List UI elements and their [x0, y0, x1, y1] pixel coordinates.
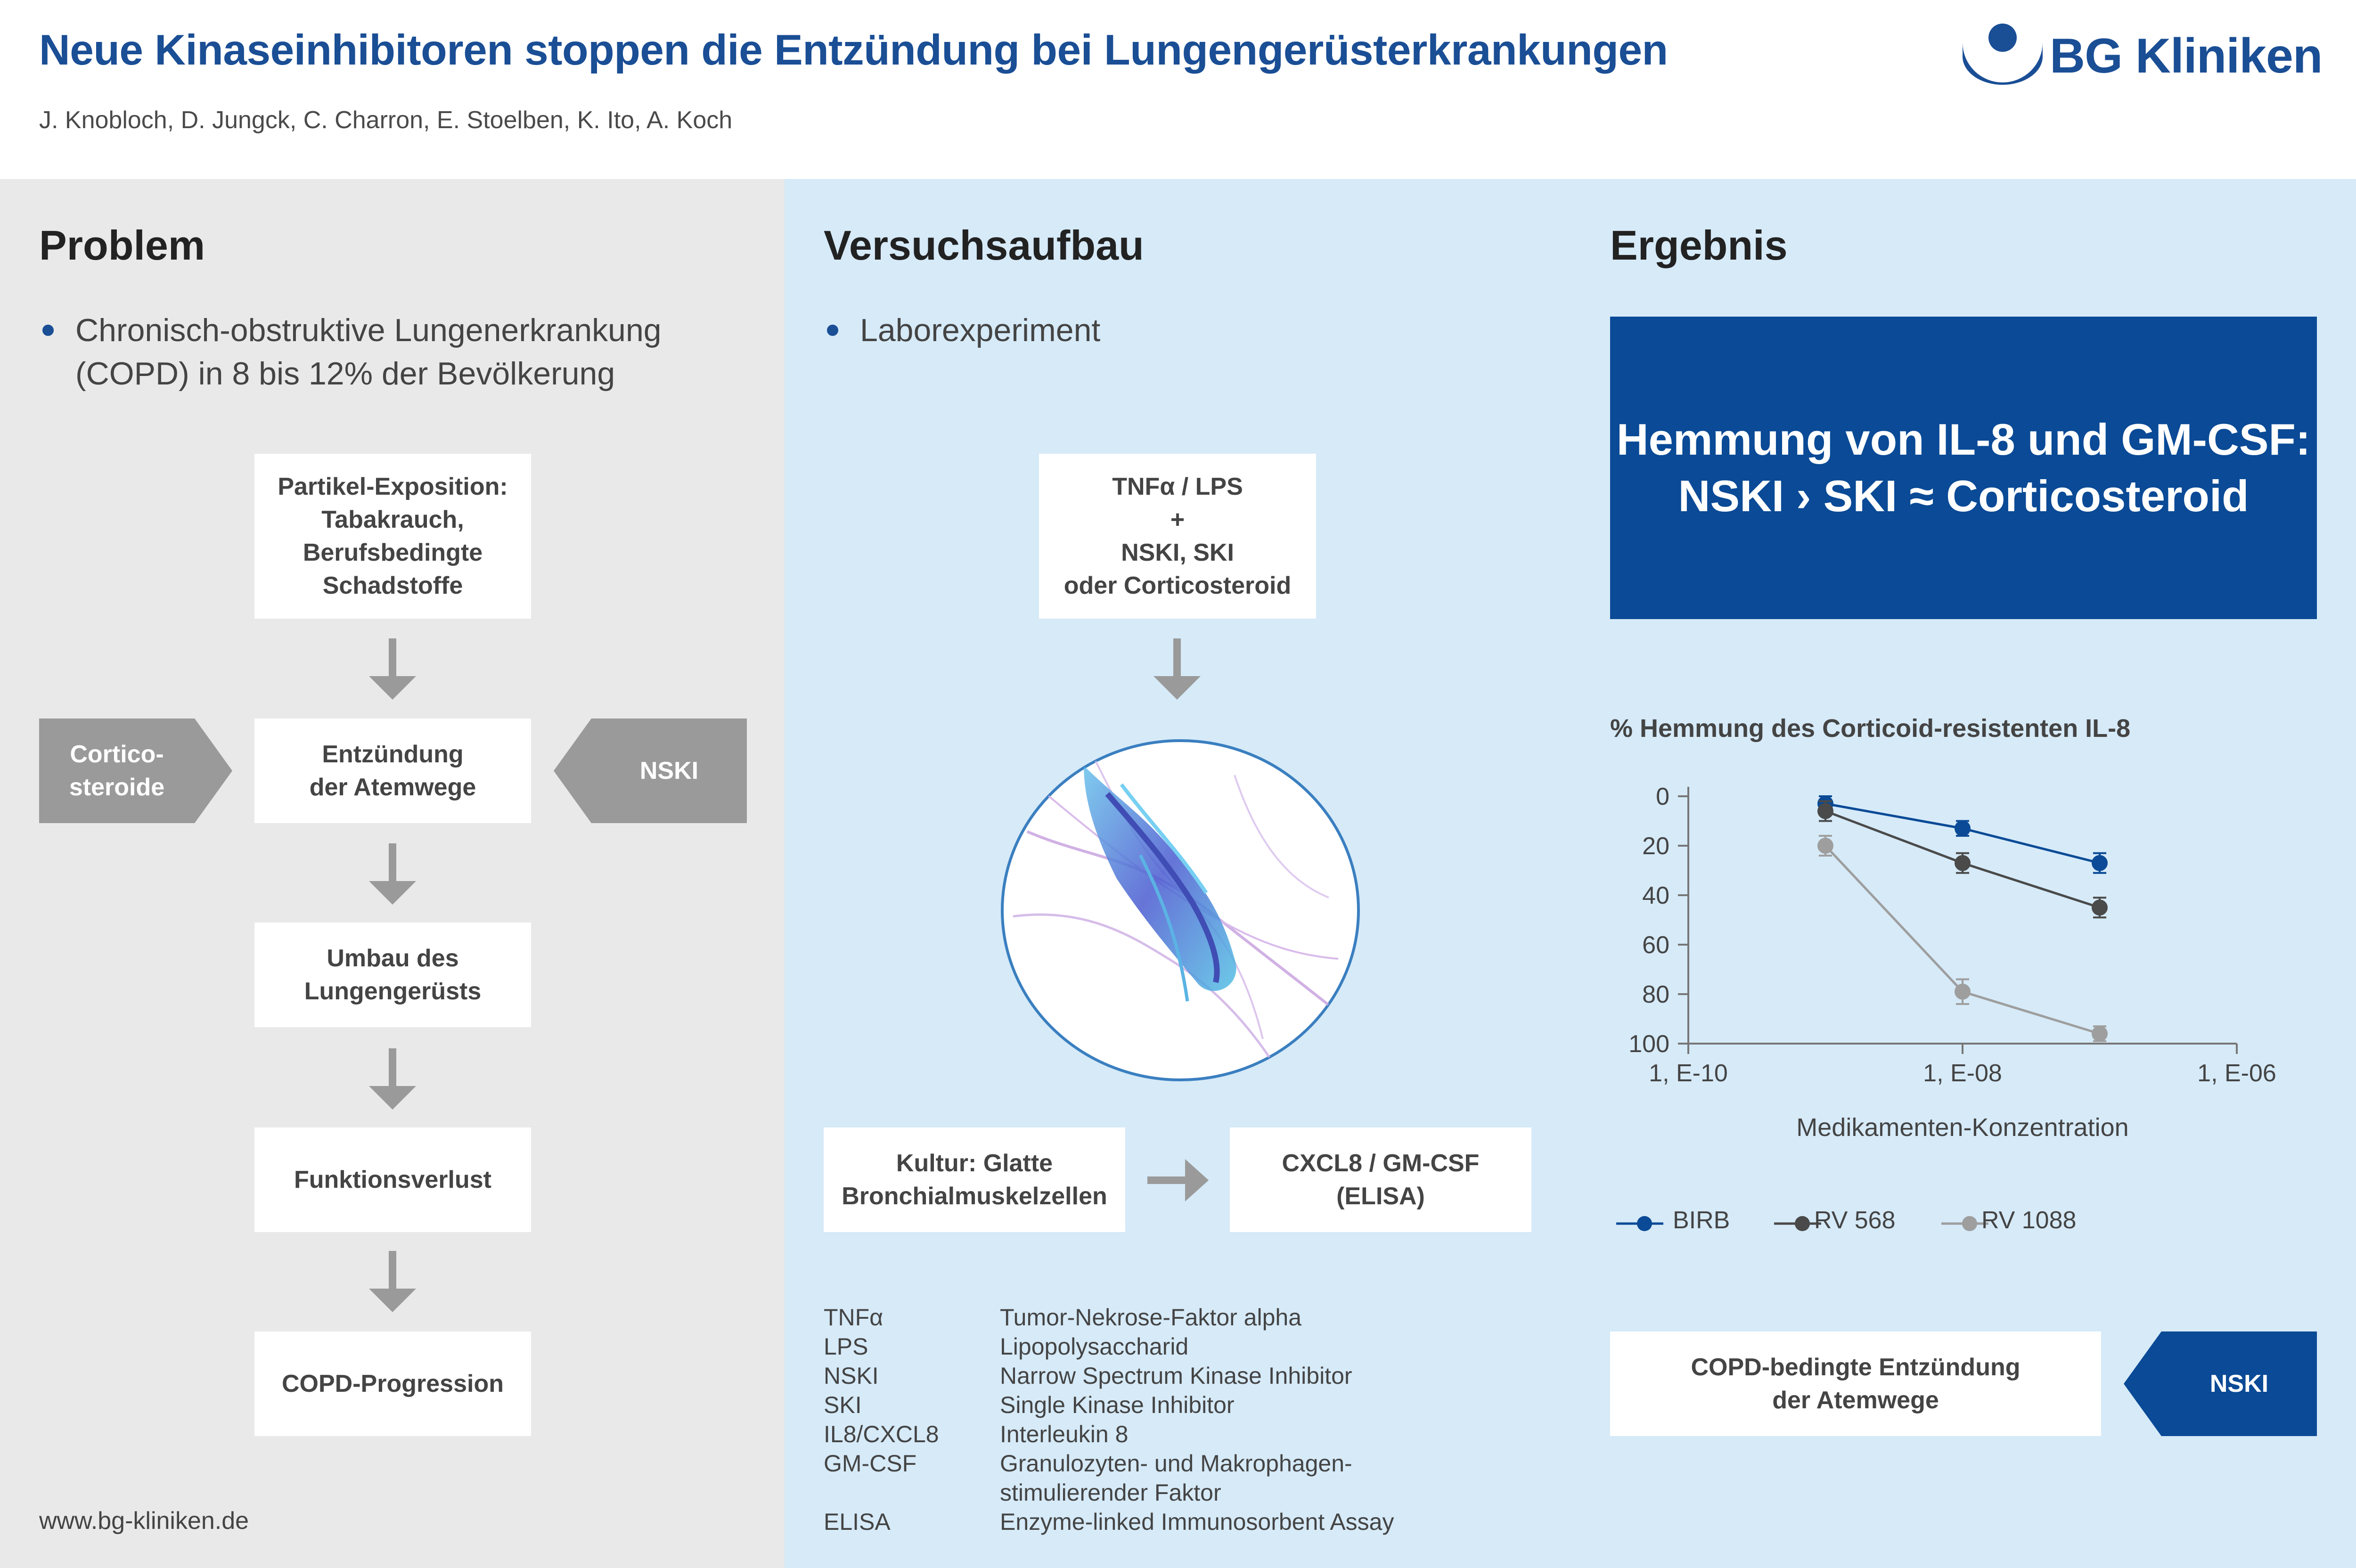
- legend-label: BIRB: [1673, 1207, 1730, 1234]
- data-point: [1955, 820, 1971, 836]
- function-loss-line: Funktionsverlust: [294, 1166, 491, 1193]
- copd-progression-box: [254, 1331, 531, 1436]
- stimulus-line: +: [1170, 506, 1185, 533]
- glossary-desc: stimulierender Faktor: [1000, 1479, 1221, 1506]
- x-tick-label: 1, E-06: [2197, 1060, 2276, 1087]
- inflammation-line: Entzündung: [322, 741, 464, 768]
- glossary-abbr: IL8/CXCL8: [824, 1421, 939, 1447]
- result-heading: Ergebnis: [1610, 222, 1788, 269]
- data-point: [1955, 984, 1971, 1000]
- arrow-down-icon: [364, 1251, 421, 1317]
- legend-label: RV 568: [1814, 1207, 1896, 1234]
- glossary-abbr: SKI: [824, 1392, 862, 1418]
- exposure-line: Tabakrauch,: [321, 506, 464, 533]
- arrow-down-icon: [364, 1048, 421, 1114]
- copd-inflammation-line: der Atemwege: [1772, 1387, 1939, 1414]
- glossary-abbr: [824, 1478, 1003, 1507]
- problem-bullet-line2: (COPD) in 8 bis 12% der Bevölkerung: [75, 356, 615, 392]
- arrow-right-icon: [1147, 1157, 1213, 1204]
- glossary-desc: Narrow Spectrum Kinase Inhibitor: [1000, 1363, 1352, 1389]
- readout-line: (ELISA): [1336, 1183, 1425, 1210]
- readout-box: [1230, 1127, 1531, 1232]
- copd-inflammation-line: COPD-bedingte Entzündung: [1691, 1354, 2021, 1381]
- glossary-abbr: ELISA: [824, 1509, 891, 1535]
- glossary-descriptions: [1000, 1303, 1495, 1536]
- result-summary-box: [1610, 317, 2317, 619]
- exposure-line: Berufsbedingte: [303, 539, 483, 566]
- data-point: [1817, 803, 1833, 819]
- data-point: [2092, 1026, 2108, 1042]
- function-loss-box: [254, 1127, 531, 1232]
- problem-heading: Problem: [39, 222, 205, 269]
- stimulus-box: [1039, 454, 1316, 619]
- y-tick-label: 60: [1642, 931, 1669, 959]
- y-tick-label: 40: [1642, 882, 1669, 909]
- data-point: [1817, 838, 1833, 854]
- stimulus-line: TNFα / LPS: [1112, 473, 1243, 500]
- remodeling-line: Umbau des: [327, 945, 459, 972]
- legend-marker-birb: [1616, 1212, 1677, 1235]
- glossary-abbr: TNFα: [824, 1304, 884, 1331]
- stimulus-line: oder Corticosteroid: [1063, 572, 1292, 599]
- exposure-line: Partikel-Exposition:: [278, 473, 508, 500]
- exposure-line: Schadstoffe: [322, 572, 463, 599]
- data-point: [2092, 855, 2108, 871]
- data-point: [1955, 855, 1971, 871]
- inflammation-box: [254, 719, 531, 823]
- corticosteroid-line: Cortico-: [70, 741, 164, 768]
- arrow-down-icon: [364, 638, 421, 704]
- progression-line: COPD-Progression: [282, 1370, 504, 1397]
- glossary-desc: Tumor-Nekrose-Faktor alpha: [1000, 1304, 1302, 1331]
- glossary-desc: Interleukin 8: [1000, 1421, 1129, 1447]
- glossary-desc: Lipopolysaccharid: [1000, 1333, 1189, 1360]
- cell-microscopy-image: [999, 737, 1362, 1084]
- glossary-abbr: LPS: [824, 1333, 868, 1360]
- y-tick-label: 20: [1642, 833, 1669, 860]
- bullet-dot: [827, 325, 838, 336]
- corticosteroid-label: [39, 719, 195, 823]
- result-line2: NSKI › SKI ≈ Corticosteroid: [1678, 471, 2249, 521]
- y-tick-label: 100: [1628, 1030, 1669, 1058]
- setup-heading: Versuchsaufbau: [824, 222, 1144, 269]
- arrow-down-icon: [1149, 638, 1205, 704]
- x-axis-label: Medikamenten-Konzentration: [1796, 1113, 2129, 1142]
- bg-logo-icon: [1963, 24, 2043, 85]
- glossary-abbr: GM-CSF: [824, 1450, 917, 1477]
- chart-legend: [1616, 1206, 2182, 1239]
- copd-inflammation-box: [1610, 1331, 2101, 1436]
- authors: J. Knobloch, D. Jungck, C. Charron, E. Stoelben, K. Ito, A. Koch: [39, 106, 733, 134]
- logo-text: BG Kliniken: [2050, 29, 2323, 83]
- culture-box: [824, 1127, 1125, 1232]
- inflammation-line: der Atemwege: [309, 774, 476, 801]
- nski-result-label: NSKI: [2209, 1370, 2269, 1397]
- exposure-box: [254, 454, 531, 619]
- culture-line: Bronchialmuskelzellen: [842, 1183, 1107, 1210]
- x-tick-label: 1, E-08: [1923, 1060, 2002, 1087]
- y-tick-label: 0: [1656, 783, 1669, 810]
- series-line: [1825, 846, 2100, 1034]
- corticosteroid-line: steroide: [69, 774, 165, 801]
- glossary-desc: Single Kinase Inhibitor: [1000, 1392, 1235, 1418]
- arrow-down-icon: [364, 843, 421, 909]
- chart-title: % Hemmung des Corticoid-resistenten IL-8: [1610, 714, 2131, 743]
- remodeling-line: Lungengerüsts: [304, 978, 482, 1005]
- glossary-desc: Enzyme-linked Immunosorbent Assay: [1000, 1509, 1394, 1535]
- legend-label: RV 1088: [1981, 1207, 2077, 1234]
- problem-bullet: [75, 309, 662, 395]
- result-line1: Hemmung von IL-8 und GM-CSF:: [1616, 415, 2311, 464]
- remodeling-box: [254, 923, 531, 1027]
- problem-bullet-line1: Chronisch-obstruktive Lungenerkrankung: [75, 312, 662, 348]
- nski-label: NSKI: [639, 757, 699, 784]
- readout-line: CXCL8 / GM-CSF: [1282, 1150, 1480, 1177]
- data-point: [2092, 899, 2108, 915]
- website-url[interactable]: www.bg-kliniken.de: [39, 1507, 249, 1535]
- setup-bullet-text: Laborexperiment: [860, 312, 1101, 348]
- glossary-desc: Granulozyten- und Makrophagen-: [1000, 1450, 1352, 1477]
- y-tick-label: 80: [1642, 981, 1669, 1008]
- stimulus-line: NSKI, SKI: [1121, 539, 1234, 566]
- x-tick-label: 1, E-10: [1649, 1060, 1728, 1087]
- glossary-abbr: NSKI: [824, 1363, 879, 1389]
- poster-title: Neue Kinaseinhibitoren stoppen die Entzündung bei Lungengerüsterkrankungen: [39, 26, 1668, 74]
- bullet-dot: [42, 325, 54, 336]
- glossary-abbreviations: [824, 1303, 1003, 1536]
- inhibition-chart: [1610, 763, 2317, 1159]
- culture-line: Kultur: Glatte: [896, 1150, 1053, 1177]
- setup-bullet: [860, 309, 1100, 352]
